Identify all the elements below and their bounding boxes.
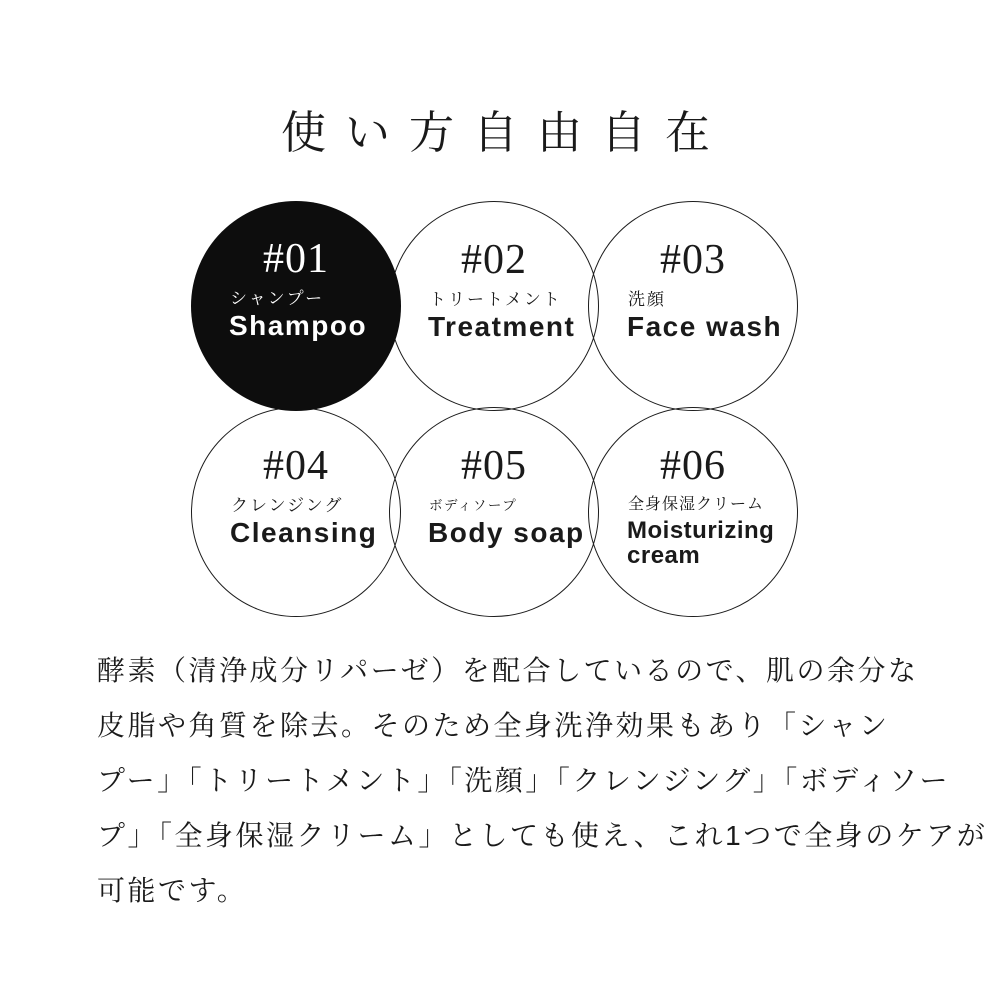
- description-paragraph: [97, 643, 988, 918]
- circle-body-soap: [389, 407, 599, 617]
- circle-number: #02: [461, 237, 527, 283]
- circle-face-wash: [588, 201, 798, 411]
- circle-number: #06: [660, 443, 726, 489]
- circle-treatment: [389, 201, 599, 411]
- description-line: 可能です。: [97, 875, 248, 906]
- description-line: 皮脂や角質を除去。そのため全身洗浄効果もあり「シャン: [97, 710, 890, 741]
- description-line: プー」「トリートメント」「洗顔」「クレンジング」「ボディソー: [97, 765, 950, 796]
- circle-number: #01: [263, 236, 329, 282]
- circle-label-ja: 洗顔: [628, 290, 666, 309]
- circle-label-ja: シャンプー: [230, 289, 325, 308]
- circle-label-ja: 全身保湿クリーム: [628, 496, 765, 513]
- circle-moisturizing-cream: [588, 407, 798, 617]
- circle-label-en: Treatment: [428, 311, 576, 342]
- description-line: 酵素（清浄成分リパーゼ）を配合しているので、肌の余分な: [97, 655, 919, 686]
- page-title: 使い方自由自在: [280, 108, 729, 158]
- circle-number: #03: [660, 237, 726, 283]
- circle-shampoo: [191, 201, 401, 411]
- circle-label-ja: トリートメント: [429, 290, 562, 309]
- circle-number: #04: [263, 443, 329, 489]
- circle-cleansing: [191, 407, 401, 617]
- circle-label-en: Body soap: [428, 517, 585, 548]
- circle-label-en: Cleansing: [230, 517, 378, 548]
- circle-label-en: Face wash: [627, 311, 783, 342]
- circle-label-ja: ボディソープ: [429, 498, 518, 513]
- description-line: プ」「全身保湿クリーム」としても使え、これ1つで全身のケアが: [97, 820, 988, 851]
- circle-number: #05: [461, 443, 527, 489]
- circle-label-ja: クレンジング: [231, 496, 344, 515]
- circle-label-en: Moisturizing cream: [627, 517, 775, 569]
- circle-label-en: Shampoo: [229, 310, 368, 341]
